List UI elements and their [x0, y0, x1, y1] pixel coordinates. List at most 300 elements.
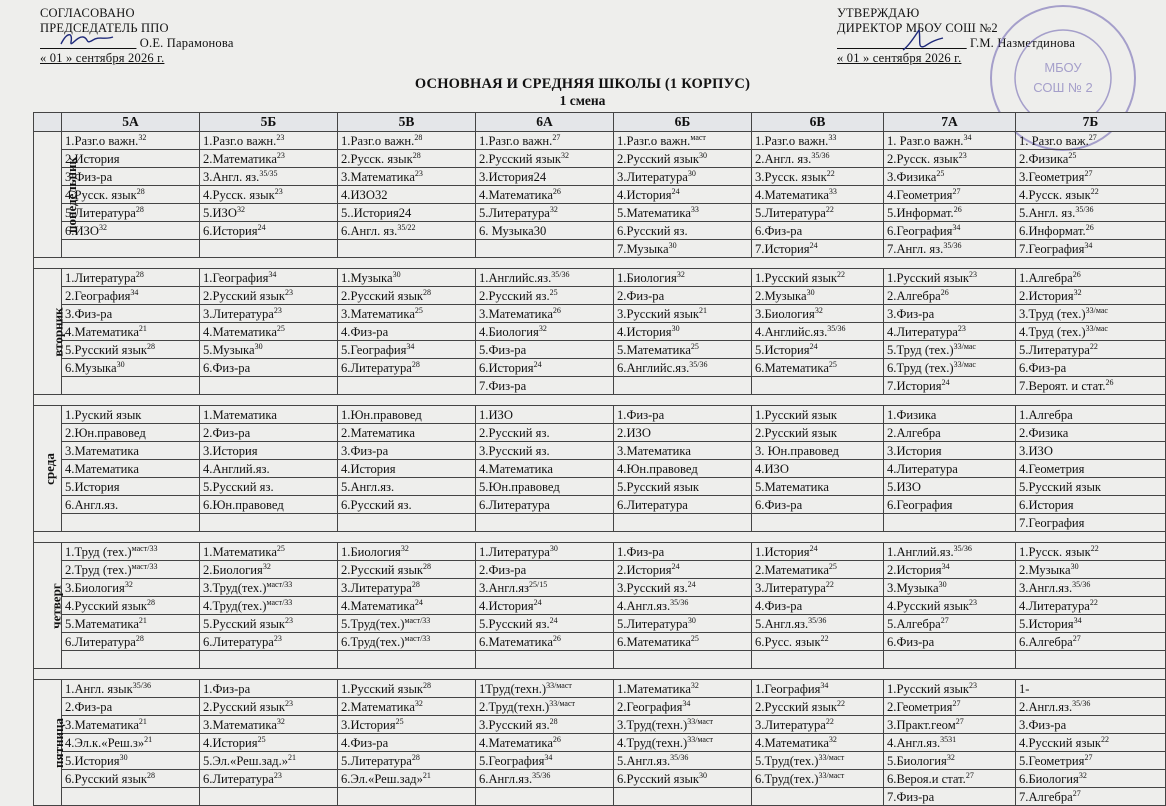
room-number: 22 [825, 579, 834, 589]
lesson-cell [884, 341, 1016, 359]
lesson-subject: 5.Литература [1019, 342, 1090, 357]
lesson-cell [200, 734, 338, 752]
room-number: 24 [533, 597, 542, 607]
room-number: маст/33 [266, 597, 293, 607]
lesson-cell [1016, 770, 1166, 788]
lesson-subject: 2.Труд (тех.) [65, 562, 132, 577]
room-number: 24 [671, 186, 680, 196]
lesson-subject: 2.Русск. язык [341, 151, 413, 166]
lesson-subject: 1.Алгебра [1019, 270, 1073, 285]
lesson-subject: 4.Биология [479, 324, 539, 339]
lesson-cell [614, 734, 752, 752]
lesson-cell [338, 287, 476, 305]
lesson-subject: 1.Юн.правовед [341, 407, 422, 422]
lesson-row [34, 716, 1166, 734]
lesson-cell [884, 561, 1016, 579]
lesson-subject: 5.Литература [755, 205, 826, 220]
lesson-subject: 1.Разг.о важн. [479, 133, 553, 148]
lesson-row [34, 770, 1166, 788]
lesson-subject: 4.Труд(техн.) [617, 735, 688, 750]
lesson-cell [476, 716, 614, 734]
lesson-cell [200, 269, 338, 287]
room-number: 33/маст [549, 698, 576, 708]
lesson-subject: 4.Русский язык [65, 598, 148, 613]
lesson-row [34, 240, 1166, 258]
lesson-cell [476, 698, 614, 716]
lesson-subject: 3.Физ-ра [887, 306, 935, 321]
lesson-cell [1016, 222, 1166, 240]
lesson-cell [1016, 716, 1166, 734]
lesson-cell [200, 323, 338, 341]
room-number: 32 [138, 132, 147, 142]
lesson-subject: 1. Разг.о важн. [887, 133, 964, 148]
lesson-cell [1016, 442, 1166, 460]
room-number: 28 [412, 150, 421, 160]
lesson-subject: 3.Математика [479, 306, 553, 321]
lesson-subject: 1.Руский язык [65, 407, 142, 422]
lesson-cell [338, 460, 476, 478]
lesson-subject: 3.Музыка [887, 580, 939, 595]
lesson-cell [1016, 543, 1166, 561]
lesson-subject: 3.Математика [617, 443, 691, 458]
lesson-row [34, 323, 1166, 341]
lesson-cell [752, 305, 884, 323]
lesson-cell [476, 269, 614, 287]
lesson-subject: 1.Англ. язык [65, 681, 133, 696]
lesson-cell [1016, 597, 1166, 615]
lesson-subject: 3.Практ.геом [887, 717, 956, 732]
lesson-cell [614, 442, 752, 460]
lesson-subject: 6.Русский яз. [617, 223, 688, 238]
lesson-cell [752, 222, 884, 240]
lesson-subject: 2.Русский язык [617, 151, 700, 166]
lesson-cell [1016, 698, 1166, 716]
lesson-subject: 2.Русский яз. [479, 288, 550, 303]
lesson-cell [752, 406, 884, 424]
room-number: 35/36 [943, 240, 962, 250]
room-number: 22 [1089, 341, 1098, 351]
lesson-subject: 3.Биология [755, 306, 815, 321]
room-number: 35/36 [670, 752, 689, 762]
lesson-subject: 3.Геометрия [1019, 169, 1085, 184]
lesson-subject: 1.Русский язык [755, 407, 838, 422]
lesson-cell [614, 269, 752, 287]
lesson-cell [476, 734, 614, 752]
room-number: 23 [273, 770, 282, 780]
lesson-subject: 6.История [203, 223, 258, 238]
lesson-subject: 6.Английс.яз. [617, 360, 690, 375]
approver-name: Г.М. Назметдинова [970, 36, 1076, 50]
room-number: 22 [837, 698, 846, 708]
lesson-cell [62, 323, 200, 341]
lesson-subject: 6.Англ.яз. [479, 771, 533, 786]
lesson-subject: 6.Юн.правовед [203, 497, 284, 512]
lesson-subject: 6.Математика [479, 634, 553, 649]
lesson-row [34, 222, 1166, 240]
lesson-subject: 1.Алгебра [1019, 407, 1073, 422]
lesson-cell [338, 752, 476, 770]
lesson-row [34, 377, 1166, 395]
lesson-subject: 2.Физ-ра [65, 699, 113, 714]
lesson-row [34, 734, 1166, 752]
lesson-cell [752, 633, 884, 651]
separator-cell [34, 395, 1166, 406]
lesson-subject: 3.Биология [65, 580, 125, 595]
lesson-cell [62, 633, 200, 651]
lesson-cell [200, 359, 338, 377]
lesson-cell [200, 168, 338, 186]
lesson-row [34, 186, 1166, 204]
room-number: 28 [135, 633, 144, 643]
room-number: 30 [116, 359, 125, 369]
lesson-subject: 1.Литература [479, 544, 550, 559]
lesson-cell [1016, 680, 1166, 698]
room-number: 24 [257, 222, 266, 232]
lesson-subject: 4.Литература [1019, 598, 1090, 613]
room-number: 23 [273, 305, 282, 315]
lesson-cell [62, 561, 200, 579]
lesson-cell [884, 770, 1016, 788]
room-number: 33/маст [546, 680, 572, 690]
lesson-subject: 2.Русский язык [341, 288, 424, 303]
lesson-cell [476, 514, 614, 532]
lesson-cell [338, 424, 476, 442]
lesson-row [34, 597, 1166, 615]
lesson-cell [476, 752, 614, 770]
lesson-cell [884, 615, 1016, 633]
lesson-row [34, 204, 1166, 222]
room-number: 32 [538, 323, 547, 333]
lesson-cell [338, 478, 476, 496]
lesson-cell [752, 168, 884, 186]
lesson-cell [476, 186, 614, 204]
lesson-cell [338, 514, 476, 532]
lesson-subject: 1.Разг.о важн. [341, 133, 415, 148]
lesson-subject: 5.Труд(тех.) [755, 753, 819, 768]
lesson-subject: 1.Русск. язык [1019, 544, 1091, 559]
lesson-cell [884, 543, 1016, 561]
lesson-subject: 1.ИЗО [479, 407, 513, 422]
room-number: 23 [274, 186, 283, 196]
lesson-subject: 2.Алгебра [887, 425, 941, 440]
lesson-subject: 5.Литература [65, 205, 136, 220]
lesson-subject: 1.Русский язык [887, 681, 970, 696]
lesson-subject: 4.Математика [479, 735, 553, 750]
lesson-cell [476, 579, 614, 597]
lesson-subject: 2.Русский язык [203, 288, 286, 303]
room-number: 25 [828, 561, 837, 571]
lesson-row [34, 543, 1166, 561]
lesson-subject: 4.Русск. язык [1019, 187, 1091, 202]
lesson-subject: 6.Русс. язык [755, 634, 821, 649]
lesson-cell [752, 240, 884, 258]
room-number: 33/мас [953, 359, 976, 369]
lesson-cell [62, 478, 200, 496]
lesson-cell [200, 424, 338, 442]
lesson-subject: 3.Русск. язык [755, 169, 827, 184]
lesson-subject: 3.Русский язык [617, 306, 700, 321]
lesson-subject: 3.Англ.яз. [1019, 580, 1073, 595]
lesson-cell [752, 615, 884, 633]
room-number: 23 [958, 150, 967, 160]
lesson-cell [338, 633, 476, 651]
lesson-row [34, 341, 1166, 359]
lesson-cell [752, 716, 884, 734]
lesson-subject: 2.Русский язык [479, 151, 562, 166]
room-number: 30 [392, 269, 401, 279]
lesson-subject: 4.Литература [887, 324, 958, 339]
lesson-cell [62, 788, 200, 806]
lesson-cell [338, 716, 476, 734]
room-number: 25 [549, 287, 558, 297]
room-number: 35/36 [132, 680, 151, 690]
lesson-cell [338, 305, 476, 323]
lesson-cell [884, 424, 1016, 442]
lesson-cell [614, 716, 752, 734]
lesson-cell [200, 204, 338, 222]
lesson-subject: 4.Геометрия [1019, 461, 1085, 476]
room-number: 22 [1089, 597, 1098, 607]
lesson-cell [884, 752, 1016, 770]
room-number: 25 [276, 323, 285, 333]
lesson-subject: 4.Математика [479, 461, 553, 476]
room-number: 21 [288, 752, 297, 762]
room-number: 24 [809, 341, 818, 351]
lesson-cell [200, 377, 338, 395]
room-number: 23 [276, 132, 285, 142]
room-number: 23 [957, 323, 966, 333]
lesson-subject: 6.Труд (тех.) [887, 360, 954, 375]
lesson-cell [338, 186, 476, 204]
room-number: 32 [98, 222, 107, 232]
lesson-subject: 4.История [617, 187, 672, 202]
room-number: 34 [406, 341, 415, 351]
lesson-cell [476, 597, 614, 615]
lesson-subject: 7.Англ. яз. [887, 241, 944, 256]
lesson-cell [200, 561, 338, 579]
room-number: 34 [544, 752, 553, 762]
lesson-cell [1016, 240, 1166, 258]
room-number: 32 [262, 561, 271, 571]
lesson-subject: 5.Русский язык [1019, 479, 1102, 494]
lesson-cell [338, 323, 476, 341]
lesson-cell [200, 496, 338, 514]
lesson-subject: 6.Эл.«Реш.зад» [341, 771, 423, 786]
lesson-subject: 6.Труд(тех.) [341, 634, 405, 649]
room-number: 22 [1090, 186, 1099, 196]
lesson-cell [884, 597, 1016, 615]
lesson-cell [884, 460, 1016, 478]
lesson-cell [62, 377, 200, 395]
lesson-cell [752, 460, 884, 478]
room-number: 32 [676, 269, 685, 279]
room-number: 28 [423, 680, 432, 690]
lesson-cell [614, 543, 752, 561]
lesson-subject: 7.Алгебра [1019, 789, 1073, 804]
lesson-cell [338, 579, 476, 597]
lesson-subject: 4.Геометрия [887, 187, 953, 202]
signature-right [895, 26, 955, 56]
lesson-subject: 6.Литература [341, 360, 412, 375]
room-number: 32 [814, 305, 823, 315]
lesson-subject: 7.Физ-ра [479, 378, 527, 393]
lesson-cell [476, 132, 614, 150]
room-number: 27 [552, 132, 561, 142]
lesson-cell [62, 514, 200, 532]
lesson-subject: 2.Математика [203, 151, 277, 166]
lesson-cell [338, 561, 476, 579]
lesson-subject: 5.Русский яз. [203, 479, 274, 494]
signature-left [55, 28, 125, 50]
lesson-subject: 4.Англ.яз. [617, 598, 671, 613]
lesson-subject: 3.Литература [617, 169, 688, 184]
lesson-cell [338, 222, 476, 240]
room-number: 33/мас [953, 341, 976, 351]
lesson-row [34, 788, 1166, 806]
lesson-subject: 3.Литература [341, 580, 412, 595]
room-number: 24 [941, 377, 950, 387]
lesson-cell [200, 680, 338, 698]
approval-date: « 01 » сентября 2026 г. [40, 51, 165, 65]
lesson-subject: 5.ИЗО [203, 205, 237, 220]
room-number: 25 [257, 734, 266, 744]
lesson-cell [62, 579, 200, 597]
lesson-cell [614, 305, 752, 323]
lesson-cell [200, 788, 338, 806]
lesson-cell [1016, 788, 1166, 806]
lesson-cell [752, 496, 884, 514]
lesson-cell [1016, 496, 1166, 514]
room-number: 28 [411, 579, 420, 589]
room-number: 27 [1088, 132, 1097, 142]
lesson-cell [200, 478, 338, 496]
lesson-subject: 5.История [65, 753, 120, 768]
lesson-cell [884, 222, 1016, 240]
room-number: 21 [422, 770, 431, 780]
lesson-subject: 3.Труд(техн.) [617, 717, 688, 732]
room-number: 26 [1105, 377, 1114, 387]
lesson-cell [884, 240, 1016, 258]
lesson-row [34, 406, 1166, 424]
lesson-cell [338, 359, 476, 377]
day-name: понедельник [64, 156, 80, 233]
lesson-row [34, 132, 1166, 150]
lesson-subject: 3.История [341, 717, 396, 732]
room-number: 33/маст [687, 716, 714, 726]
lesson-cell [1016, 514, 1166, 532]
lesson-row [34, 359, 1166, 377]
lesson-subject: 5.Англ.яз. [341, 479, 395, 494]
lesson-cell [1016, 406, 1166, 424]
lesson-subject: 7.Физ-ра [887, 789, 935, 804]
lesson-subject: 5.История [1019, 616, 1074, 631]
lesson-subject: 2.Математика [341, 699, 415, 714]
lesson-subject: 7.История [755, 241, 810, 256]
page-title: ОСНОВНАЯ И СРЕДНЯЯ ШКОЛЫ (1 КОРПУС) [414, 76, 751, 92]
separator-cell [34, 669, 1166, 680]
lesson-cell [1016, 287, 1166, 305]
lesson-cell [200, 597, 338, 615]
lesson-cell [614, 496, 752, 514]
lesson-row [34, 150, 1166, 168]
lesson-cell [200, 186, 338, 204]
lesson-cell [752, 377, 884, 395]
class-header: 6В [752, 113, 884, 132]
room-number: маст/33 [404, 633, 431, 643]
room-number: 30 [687, 168, 696, 178]
lesson-cell [62, 269, 200, 287]
lesson-cell [752, 287, 884, 305]
room-number: 35/36 [808, 615, 827, 625]
lesson-cell [476, 770, 614, 788]
lesson-cell [884, 788, 1016, 806]
lesson-subject: 2.Русский язык [755, 699, 838, 714]
lesson-cell [1016, 579, 1166, 597]
class-header: 6А [476, 113, 614, 132]
lesson-cell [1016, 651, 1166, 669]
lesson-cell [476, 788, 614, 806]
lesson-cell [338, 240, 476, 258]
lesson-subject: 3.Математика [341, 306, 415, 321]
lesson-subject: 4.Русск. язык [203, 187, 275, 202]
room-number: 27 [940, 615, 949, 625]
lesson-cell [884, 716, 1016, 734]
lesson-cell [1016, 424, 1166, 442]
lesson-subject: 5.Русский язык [65, 342, 148, 357]
room-number: 28 [136, 186, 145, 196]
lesson-subject: 1.Разг.о важн. [755, 133, 829, 148]
lesson-cell [1016, 460, 1166, 478]
lesson-subject: 5.Музыка [203, 342, 255, 357]
lesson-subject: 6.География [887, 497, 953, 512]
lesson-subject: 6.Музыка [65, 360, 117, 375]
room-number: 28 [423, 561, 432, 571]
lesson-cell [884, 150, 1016, 168]
lesson-cell [62, 460, 200, 478]
room-number: 22 [826, 168, 835, 178]
lesson-cell [1016, 377, 1166, 395]
room-number: 24 [671, 561, 680, 571]
room-number: 23 [414, 168, 423, 178]
room-number: 32 [828, 734, 837, 744]
lesson-subject: 5.Математика [617, 342, 691, 357]
lesson-cell [614, 150, 752, 168]
room-number: 35/36 [827, 323, 846, 333]
room-number: 28 [549, 716, 558, 726]
lesson-cell [614, 323, 752, 341]
lesson-subject: 4.Математика [755, 735, 829, 750]
lesson-subject: 1.Русский язык [341, 681, 424, 696]
lesson-cell [62, 132, 200, 150]
day-label [34, 680, 66, 806]
room-number: 27 [1084, 168, 1093, 178]
lesson-subject: 6.Физ-ра [203, 360, 251, 375]
lesson-row [34, 168, 1166, 186]
lesson-row [34, 478, 1166, 496]
lesson-cell [338, 543, 476, 561]
lesson-subject: 5.Труд (тех.) [887, 342, 954, 357]
room-number: 23 [969, 269, 978, 279]
room-number: маст/33 [131, 561, 158, 571]
room-number: маст/33 [131, 543, 158, 553]
lesson-cell [614, 770, 752, 788]
lesson-cell [62, 752, 200, 770]
lesson-subject: 6.ИЗО [65, 223, 99, 238]
lesson-subject: 3.Англ.яз [479, 580, 530, 595]
lesson-cell [200, 633, 338, 651]
lesson-cell [338, 788, 476, 806]
class-header: 7Б [1016, 113, 1166, 132]
